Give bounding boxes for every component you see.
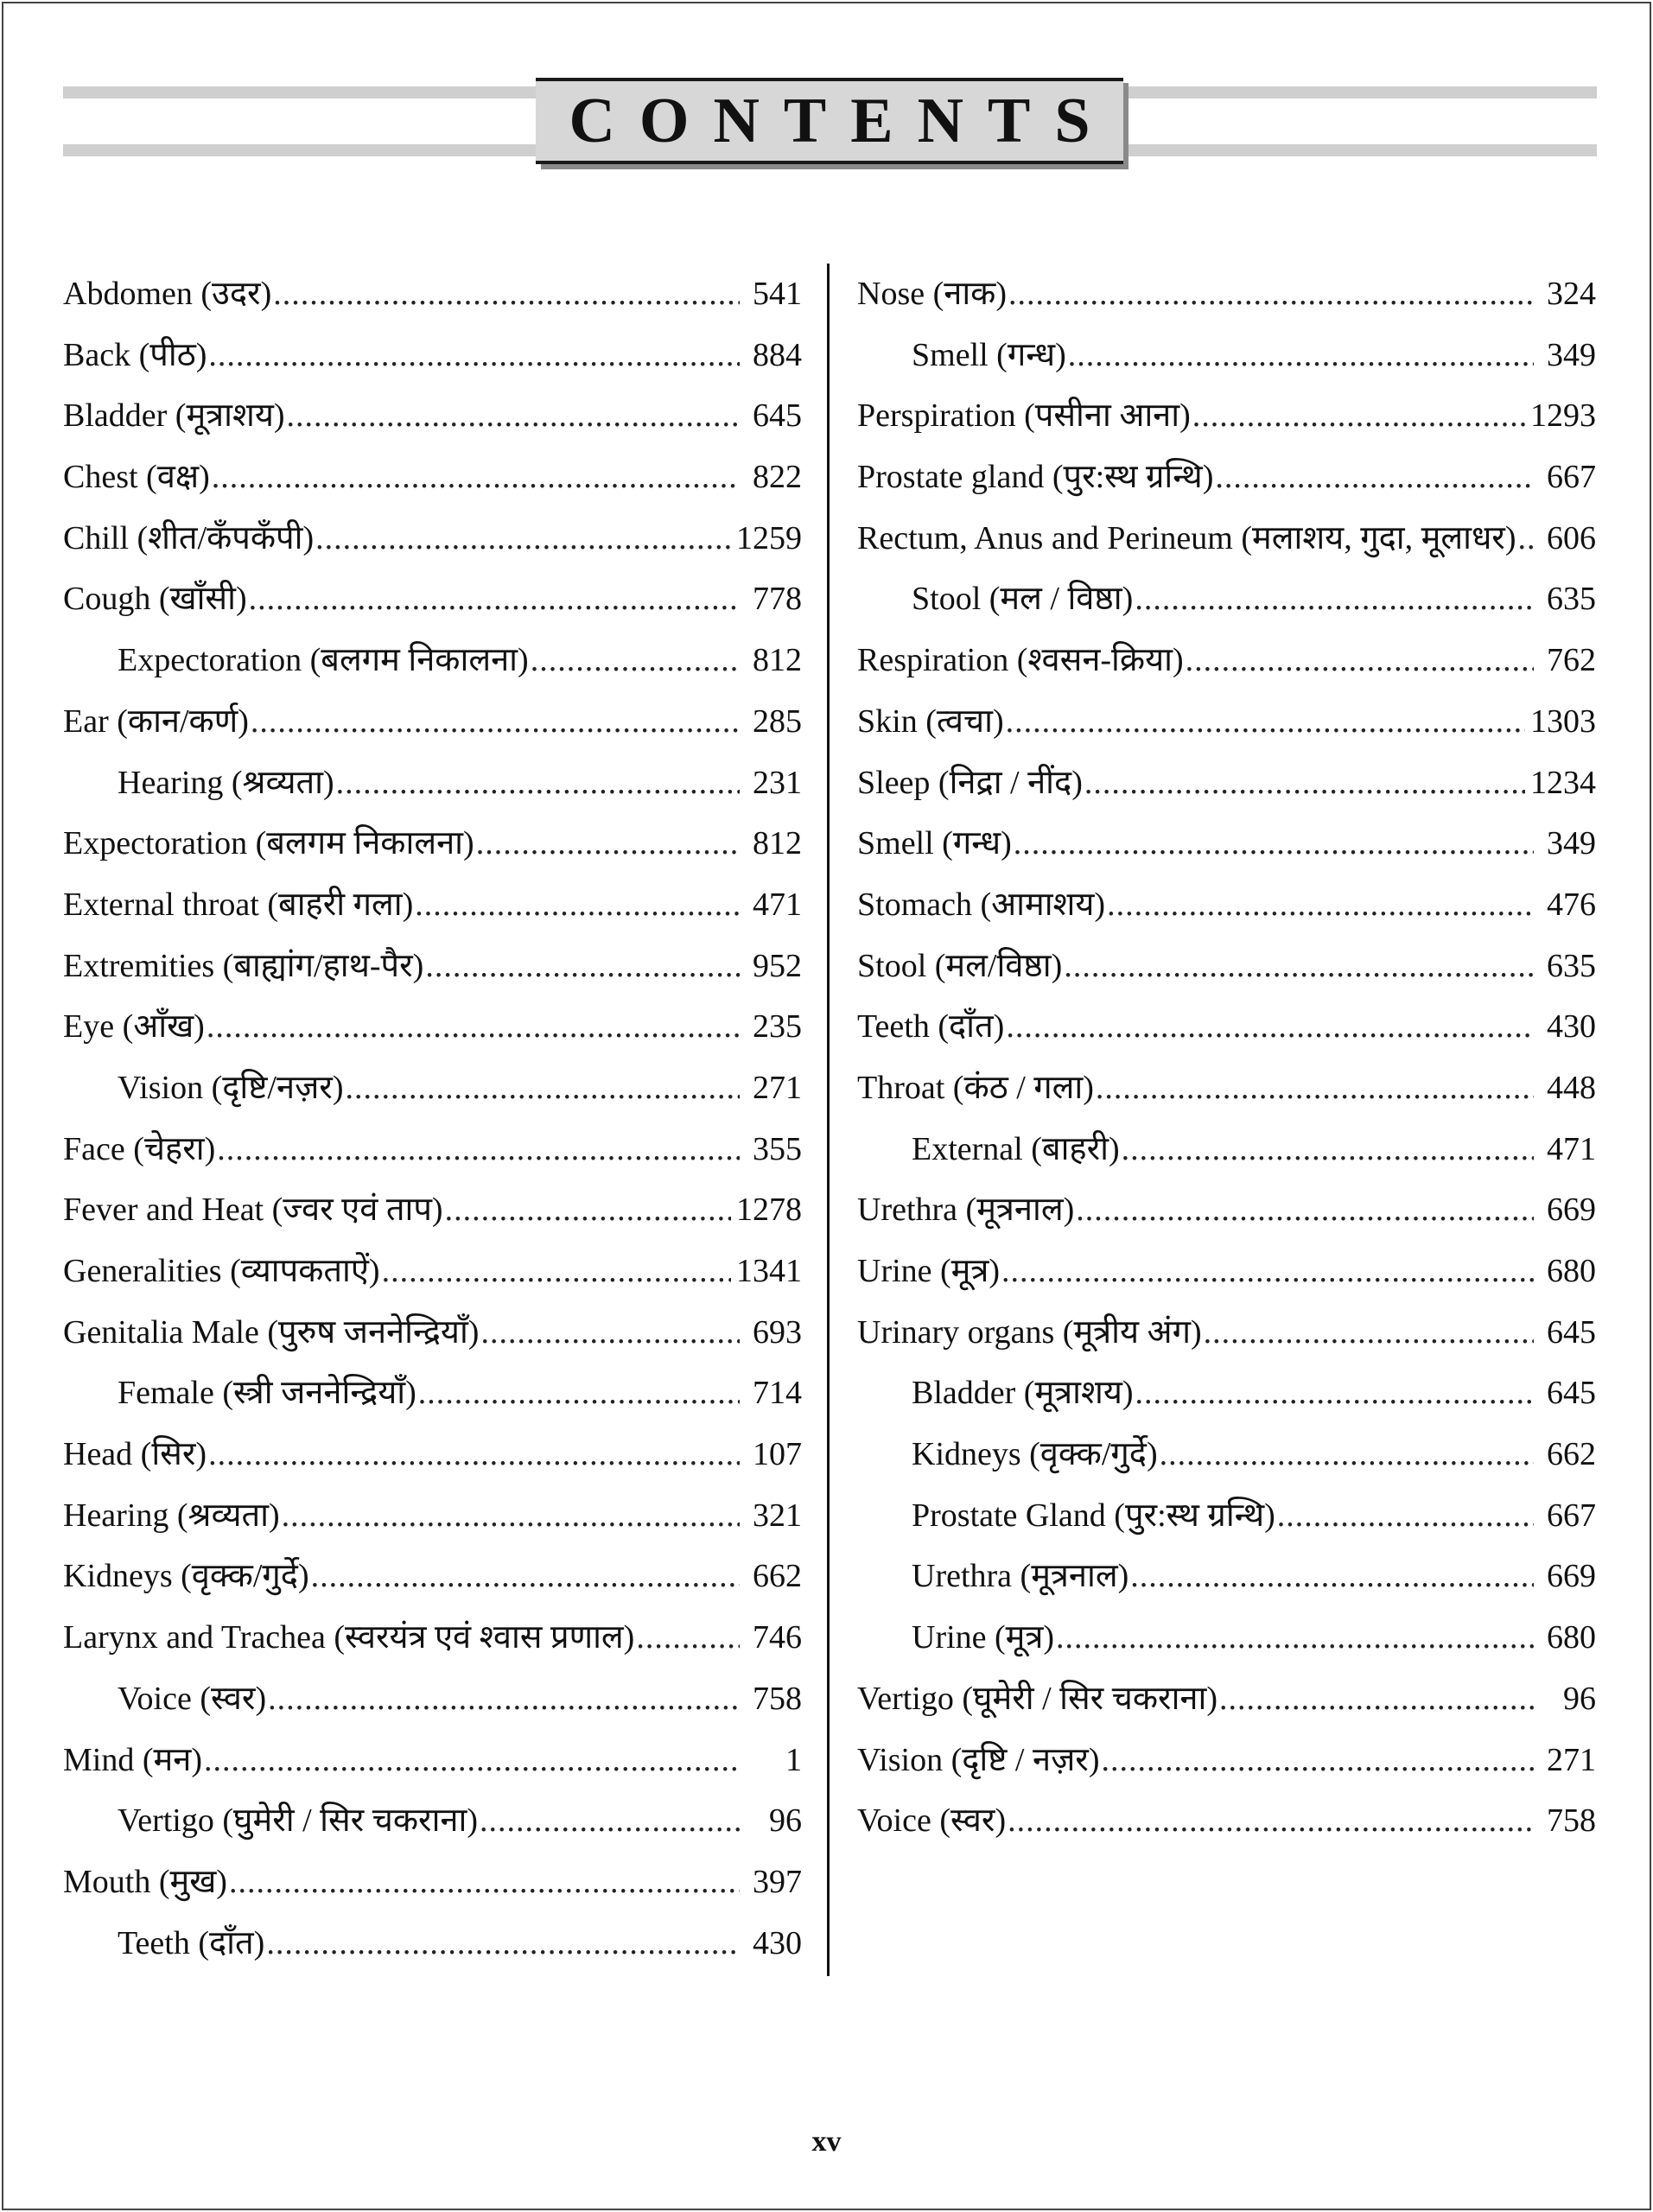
dot-leader (425, 942, 740, 990)
entry-label: Vertigo (घूमेरी / सिर चकराना) (857, 1680, 1218, 1717)
entry-page-number: 645 (1547, 1313, 1596, 1351)
entry-page-number: 746 (753, 1619, 802, 1656)
dot-leader (1001, 1247, 1534, 1295)
dot-leader (1215, 453, 1534, 501)
dot-leader (1014, 819, 1534, 868)
toc-entry[interactable] (63, 1858, 802, 1919)
entry-label: Urinary organs (मूत्रीय अंग) (857, 1313, 1202, 1351)
entry-page-number: 448 (1547, 1069, 1596, 1106)
toc-entry[interactable] (63, 819, 802, 880)
entry-page-number: 812 (753, 642, 802, 679)
dot-leader (1107, 880, 1534, 929)
page-number: xv (811, 2126, 842, 2158)
entry-page-number: 1293 (1530, 397, 1596, 435)
toc-entry[interactable] (63, 1491, 802, 1553)
dot-leader (476, 819, 740, 868)
entry-page-number: 355 (753, 1130, 802, 1167)
toc-entry[interactable] (63, 942, 802, 1003)
entry-label: Face (चेहरा) (63, 1130, 216, 1167)
toc-entry[interactable] (63, 1125, 802, 1186)
dot-leader (345, 1064, 740, 1112)
toc-entry[interactable] (857, 1675, 1596, 1736)
entry-label: Eye (आँख) (63, 1008, 205, 1046)
toc-entry[interactable] (857, 759, 1596, 820)
toc-entry[interactable] (63, 1430, 802, 1491)
entry-page-number: 758 (753, 1680, 802, 1717)
dot-leader (229, 1858, 740, 1906)
entry-label: Mouth (मुख) (63, 1863, 227, 1900)
dot-leader (282, 1491, 740, 1540)
dot-leader (204, 1736, 740, 1784)
dot-leader (1135, 575, 1534, 623)
entry-label: Expectoration (बलगम निकालना) (63, 825, 474, 862)
toc-entry[interactable] (63, 1185, 802, 1247)
dot-leader (287, 391, 740, 440)
entry-page-number: 324 (1547, 276, 1596, 312)
entry-page-number: 812 (753, 825, 802, 862)
toc-subentry[interactable] (63, 1919, 802, 1980)
entry-page-number: 952 (753, 947, 802, 984)
entry-page-number: 822 (753, 459, 802, 496)
entry-page-number: 635 (1547, 581, 1596, 618)
entry-label: Abdomen (उदर) (63, 276, 272, 312)
toc-entry[interactable] (857, 391, 1596, 453)
toc-subentry[interactable] (857, 1613, 1596, 1675)
toc-subentry[interactable] (857, 1552, 1596, 1613)
toc-subentry[interactable] (857, 1125, 1596, 1186)
entry-page-number: 471 (753, 886, 802, 923)
dot-leader (249, 575, 740, 623)
entry-label: Smell (गन्ध) (857, 825, 1012, 862)
entry-label: Urethra (मूत्रनाल) (857, 1192, 1075, 1229)
dot-leader (1204, 1308, 1534, 1357)
entry-label: Skin (त्वचा) (857, 702, 1004, 740)
entry-label: Head (सिर) (63, 1436, 207, 1473)
entry-page-number: 662 (753, 1558, 802, 1595)
dot-leader (208, 331, 740, 379)
dot-leader (1130, 1552, 1534, 1600)
dot-leader (1064, 942, 1534, 990)
toc-entry[interactable] (63, 1247, 802, 1308)
entry-label: Ear (कान/कर्ण) (63, 702, 249, 740)
entry-label: Urine (मूत्र) (912, 1619, 1055, 1656)
entry-label: Hearing (श्रव्यता) (118, 764, 334, 801)
contents-title-box (536, 78, 1123, 164)
toc-subentry[interactable] (857, 575, 1596, 636)
dot-leader (415, 880, 740, 929)
entry-page-number: 235 (753, 1008, 802, 1046)
toc-entry[interactable] (63, 1308, 802, 1370)
toc-subentry[interactable] (857, 1430, 1596, 1491)
entry-label: Prostate gland (पुर:स्थ ग्रन्थि) (857, 459, 1214, 496)
entry-label: Hearing (श्रव्यता) (63, 1497, 280, 1534)
entry-label: Generalities (व्यापकताऐं) (63, 1253, 380, 1289)
entry-label: Fever and Heat (ज्वर एवं ताप) (63, 1192, 443, 1229)
dot-leader (311, 1552, 740, 1600)
entry-page-number: 778 (753, 581, 802, 618)
entry-label: Urethra (मूत्रनाल) (912, 1558, 1129, 1595)
entry-label: Mind (मन) (63, 1741, 202, 1778)
toc-entry[interactable] (857, 1736, 1596, 1797)
entry-label: Throat (कंठ / गला) (857, 1069, 1094, 1106)
toc-subentry[interactable] (63, 636, 802, 697)
entry-page-number: 758 (1547, 1802, 1596, 1840)
toc-entry[interactable] (857, 880, 1596, 942)
entry-label: Female (स्त्री जननेन्द्रियाँ) (118, 1375, 416, 1412)
toc-subentry[interactable] (857, 1491, 1596, 1553)
dot-leader (480, 1796, 740, 1845)
dot-leader (268, 1675, 740, 1723)
toc-subentry[interactable] (63, 759, 802, 820)
entry-label: Vertigo (घुमेरी / सिर चकराना) (118, 1802, 479, 1840)
entry-page-number: 667 (1547, 1497, 1596, 1534)
dot-leader (1096, 1064, 1534, 1112)
entry-label: Cough (खाँसी) (63, 581, 247, 618)
entry-label: Vision (दृष्टि/नज़र) (118, 1069, 344, 1106)
entry-label: Respiration (श्वसन-क्रिया) (857, 642, 1184, 679)
page-title: CONTENTS (569, 85, 1115, 156)
toc-entry[interactable] (857, 514, 1596, 575)
entry-page-number: 349 (1547, 825, 1596, 862)
entry-label: Kidneys (वृक्क/गुर्दे) (63, 1558, 309, 1595)
entry-label: Voice (स्वर) (857, 1802, 1007, 1840)
entry-label: Chest (वक्ष) (63, 459, 210, 496)
entry-page-number: 669 (1547, 1192, 1596, 1229)
entry-label: Bladder (मूत्राशय) (63, 397, 285, 435)
dot-leader (266, 1919, 740, 1967)
entry-label: Rectum, Anus and Perineum (मलाशय, गुदा, मूलाधर) (857, 519, 1516, 556)
entry-page-number: 1234 (1530, 764, 1596, 801)
toc-entry[interactable] (63, 880, 802, 942)
entry-page-number: 541 (753, 276, 802, 312)
dot-leader (531, 636, 740, 684)
entry-page-number: 107 (753, 1436, 802, 1473)
toc-entry[interactable] (857, 270, 1596, 331)
dot-leader (251, 697, 740, 746)
dot-leader (1277, 1491, 1534, 1540)
dot-leader (480, 1308, 740, 1357)
dot-leader (1076, 1185, 1534, 1234)
entry-label: Back (पीठ) (63, 336, 207, 373)
entry-label: Perspiration (पसीना आना) (857, 397, 1191, 435)
entry-label: External (बाहरी) (912, 1130, 1120, 1167)
dot-leader (1160, 1430, 1534, 1478)
dot-leader (1219, 1675, 1534, 1723)
toc-entry[interactable] (857, 1064, 1596, 1125)
dot-leader (1008, 1796, 1534, 1845)
dot-leader (1101, 1736, 1534, 1784)
toc-entry[interactable] (63, 514, 802, 575)
entry-label: Chill (शीत/कँपकँपी) (63, 519, 315, 556)
toc-entry[interactable] (857, 453, 1596, 514)
entry-page-number: 271 (753, 1069, 802, 1106)
toc-entry[interactable] (857, 1308, 1596, 1370)
dot-leader (1135, 1369, 1534, 1417)
entry-label: Prostate Gland (पुर:स्थ ग्रन्थि) (912, 1497, 1275, 1534)
toc-entry[interactable] (63, 270, 802, 331)
toc-entry[interactable] (63, 1736, 802, 1797)
entry-page-number: 321 (753, 1497, 802, 1534)
entry-page-number: 471 (1547, 1130, 1596, 1167)
entry-label: Expectoration (बलगम निकालना) (118, 642, 529, 679)
dot-leader (208, 1430, 740, 1478)
dot-leader (217, 1125, 740, 1173)
toc-subentry[interactable] (63, 1675, 802, 1736)
entry-page-number: 476 (1547, 886, 1596, 923)
entry-page-number: 349 (1547, 336, 1596, 373)
dot-leader (336, 759, 740, 807)
entry-page-number: 645 (1547, 1375, 1596, 1412)
entry-label: Teeth (दाँत) (118, 1924, 265, 1961)
toc-entry[interactable] (857, 697, 1596, 759)
entry-page-number: 1 (785, 1741, 802, 1778)
dot-leader (207, 1002, 740, 1051)
entry-label: Stool (मल / विष्ठा) (912, 581, 1134, 618)
dot-leader (1122, 1125, 1534, 1173)
entry-page-number: 680 (1547, 1619, 1596, 1656)
entry-page-number: 884 (753, 336, 802, 373)
entry-label: Voice (स्वर) (118, 1680, 267, 1717)
entry-page-number: 1278 (736, 1192, 802, 1229)
entry-page-number: 96 (1563, 1680, 1596, 1717)
entry-label: Kidneys (वृक्क/गुर्दे) (912, 1436, 1158, 1473)
toc-subentry[interactable] (63, 1796, 802, 1858)
dot-leader (1056, 1613, 1534, 1662)
dot-leader (1084, 759, 1525, 807)
entry-page-number: 430 (1547, 1008, 1596, 1046)
dot-leader (445, 1185, 731, 1234)
entry-page-number: 285 (753, 702, 802, 740)
dot-leader (212, 453, 740, 501)
entry-page-number: 606 (1547, 519, 1596, 556)
entry-label: Sleep (निद्रा / नींद) (857, 764, 1083, 801)
dot-leader (1192, 391, 1525, 440)
toc-entry[interactable] (63, 331, 802, 392)
toc-entry[interactable] (857, 942, 1596, 1003)
entry-label: Genitalia Male (पुरुष जननेन्द्रियाँ) (63, 1313, 480, 1351)
entry-label: Larynx and Trachea (स्वरयंत्र एवं श्वास प्रणाल) (63, 1619, 635, 1656)
entry-page-number: 1259 (736, 519, 802, 556)
dot-leader (636, 1613, 740, 1662)
dot-leader (315, 514, 731, 563)
entry-page-number: 669 (1547, 1558, 1596, 1595)
dot-leader (1068, 331, 1534, 379)
toc-entry[interactable] (857, 1002, 1596, 1064)
toc-left-column (63, 270, 802, 1980)
entry-label: Stomach (आमाशय) (857, 886, 1106, 923)
dot-leader (1006, 697, 1525, 746)
toc-entry[interactable] (857, 819, 1596, 880)
entry-page-number: 1341 (736, 1253, 802, 1289)
toc-entry[interactable] (857, 1247, 1596, 1308)
dot-leader (382, 1247, 731, 1295)
toc-right-column (857, 270, 1596, 1858)
dot-leader (1006, 1002, 1534, 1051)
entry-label: External throat (बाहरी गला) (63, 886, 414, 923)
toc-subentry[interactable] (857, 1369, 1596, 1430)
dot-leader (273, 270, 740, 318)
entry-page-number: 271 (1547, 1741, 1596, 1778)
entry-label: Bladder (मूत्राशय) (912, 1375, 1134, 1412)
dot-leader (1008, 270, 1534, 318)
entry-label: Stool (मल/विष्ठा) (857, 947, 1063, 984)
entry-page-number: 762 (1547, 642, 1596, 679)
toc-subentry[interactable] (63, 1064, 802, 1125)
entry-page-number: 96 (769, 1802, 802, 1840)
dot-leader (418, 1369, 740, 1417)
toc-entry[interactable] (63, 697, 802, 759)
toc-subentry[interactable] (857, 331, 1596, 392)
toc-entry[interactable] (63, 391, 802, 453)
entry-page-number: 680 (1547, 1253, 1596, 1289)
entry-page-number: 667 (1547, 459, 1596, 496)
toc-entry[interactable] (63, 1552, 802, 1613)
entry-label: Urine (मूत्र) (857, 1253, 1001, 1289)
entry-page-number: 1303 (1530, 702, 1596, 740)
entry-label: Nose (नाक) (857, 276, 1008, 312)
entry-page-number: 231 (753, 764, 802, 801)
entry-page-number: 397 (753, 1863, 802, 1900)
dot-leader (1518, 514, 1534, 563)
entry-page-number: 662 (1547, 1436, 1596, 1473)
column-divider (827, 264, 830, 1976)
entry-page-number: 645 (753, 397, 802, 435)
entry-page-number: 430 (753, 1924, 802, 1961)
toc-entry[interactable] (63, 1002, 802, 1064)
entry-label: Extremities (बाह्यांग/हाथ-पैर) (63, 947, 424, 984)
toc-entry[interactable] (857, 1185, 1596, 1247)
entry-page-number: 635 (1547, 947, 1596, 984)
entry-label: Vision (दृष्टि / नज़र) (857, 1741, 1100, 1778)
toc-entry[interactable] (63, 575, 802, 636)
toc-entry[interactable] (857, 636, 1596, 697)
entry-page-number: 693 (753, 1313, 802, 1351)
toc-entry[interactable] (857, 1796, 1596, 1858)
entry-label: Teeth (दाँत) (857, 1008, 1005, 1046)
entry-label: Smell (गन्ध) (912, 336, 1066, 373)
toc-entry[interactable] (63, 1613, 802, 1675)
dot-leader (1186, 636, 1534, 684)
entry-page-number: 714 (753, 1375, 802, 1412)
toc-subentry[interactable] (63, 1369, 802, 1430)
toc-entry[interactable] (63, 453, 802, 514)
